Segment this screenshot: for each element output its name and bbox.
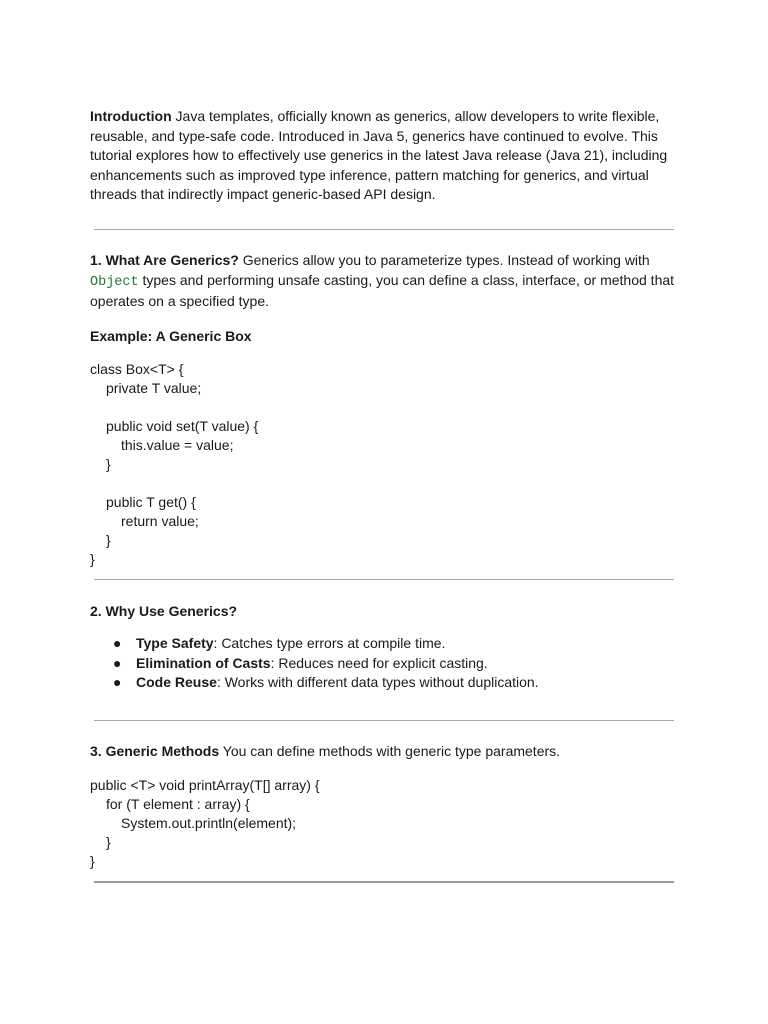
code-line: this.value = value; [121, 437, 234, 453]
divider [94, 881, 674, 883]
divider [94, 720, 674, 721]
list-item [90, 654, 680, 674]
list-item-label: Type Safety [136, 635, 214, 651]
code-line: public <T> void printArray(T[] array) { [90, 777, 320, 793]
intro-text: Java templates, officially known as generics, allow developers to write flexible, reusable, and type-safe code. Introduced in Java 5, generics have continued to evolve. This tutorial explores how to effectively use generics in the latest Java release (Java 21), including enhancements such as improved type inference, pattern matching for generics, and virtual threads that indirectly impact generic-based API design. [90, 108, 668, 202]
intro-paragraph [90, 107, 680, 205]
code-line: for (T element : array) { [106, 796, 250, 812]
section3-text: You can define methods with generic type parameters. [219, 743, 561, 759]
benefits-list [90, 634, 680, 693]
section1-paragraph [90, 251, 680, 312]
code-line [90, 474, 258, 493]
bullet-icon: ● [113, 654, 122, 671]
bullet-icon: ● [113, 674, 122, 690]
code-line: public T get() { [106, 494, 196, 510]
list-item-text: : Works with different data types without duplication. [216, 674, 539, 690]
list-item-label: Code Reuse [136, 674, 217, 690]
list-item-label: Elimination of Casts [136, 654, 271, 671]
list-item [90, 634, 680, 654]
code-line: class Box<T> { [90, 361, 184, 377]
code-line: System.out.println(element); [121, 815, 297, 831]
section1-heading: 1. What Are Generics? [90, 252, 239, 268]
code-line: return value; [121, 513, 199, 529]
section2-heading-text: 2. Why Use Generics? [90, 603, 238, 619]
code-line: private T value; [106, 380, 202, 396]
section1-text-after: types and performing unsafe casting, you can define a class, interface, or method that operates on a specified type. [90, 271, 675, 309]
code-line [90, 398, 258, 417]
divider [94, 229, 674, 230]
divider [94, 579, 674, 580]
bullet-icon: ● [113, 635, 122, 651]
list-item-text: : Catches type errors at compile time. [213, 635, 446, 651]
code-block-generic-box [90, 360, 258, 569]
code-block-print-array [90, 776, 320, 871]
code-line: } [106, 456, 111, 472]
section1-text-before: Generics allow you to parameterize types. Instead of working with [238, 252, 650, 268]
example-heading-text: Example: A Generic Box [90, 328, 252, 344]
section3-heading: 3. Generic Methods [90, 743, 220, 759]
section3-paragraph [90, 742, 680, 762]
list-item-text: : Reduces need for explicit casting. [270, 654, 488, 671]
code-line: } [90, 551, 95, 567]
code-line: } [106, 834, 111, 850]
inline-code-object: Object [90, 274, 139, 290]
section2-heading [90, 602, 680, 622]
intro-heading: Introduction [90, 108, 172, 124]
code-line: } [106, 532, 111, 548]
code-line: } [90, 853, 95, 869]
list-item [90, 673, 680, 693]
example-heading [90, 327, 680, 347]
code-line: public void set(T value) { [106, 418, 259, 434]
